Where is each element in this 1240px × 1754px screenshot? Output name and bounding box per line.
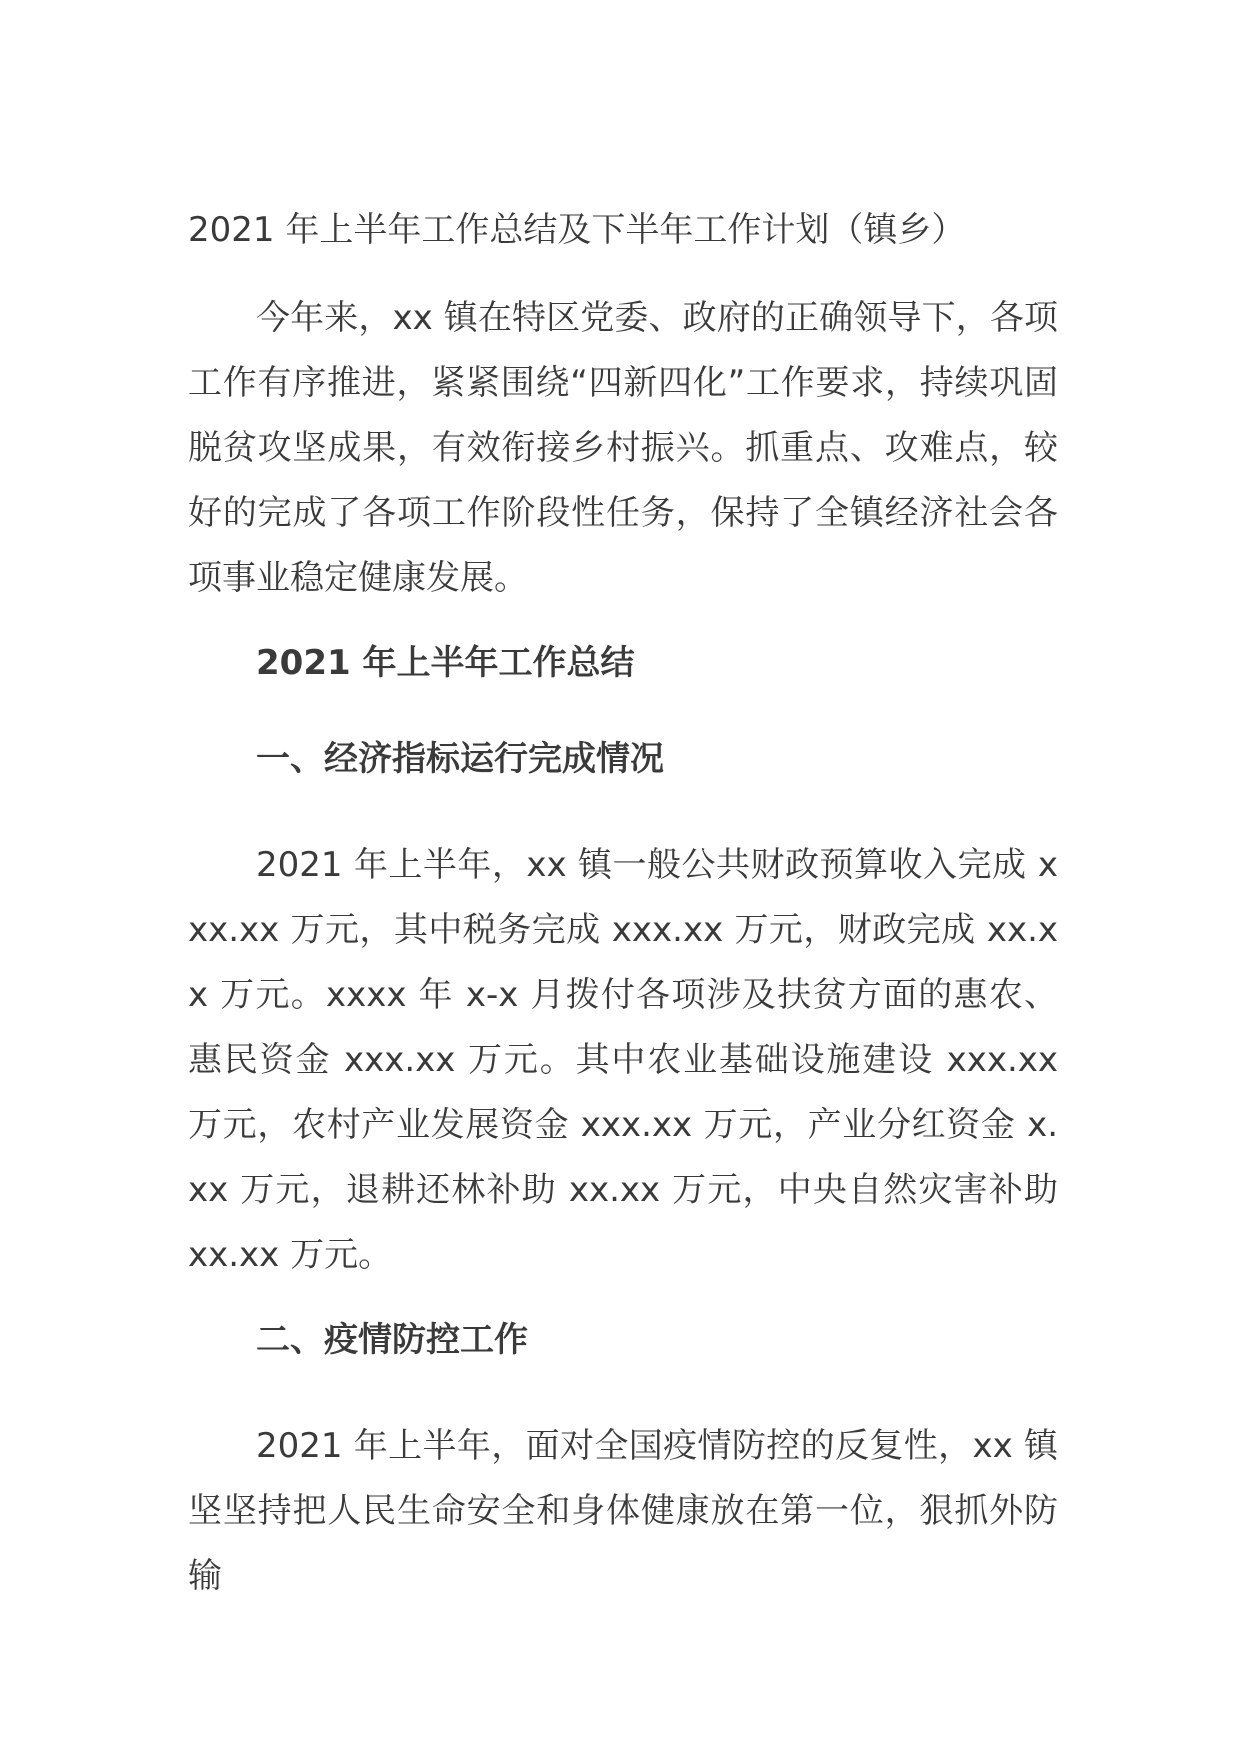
epidemic-paragraph: 2021 年上半年，面对全国疫情防控的反复性，xx 镇坚坚持把人民生命安全和身体健康放在第一位，狠抓外防输 (188, 1426, 1058, 1596)
subsection-heading-epidemic: 二、疫情防控工作 (256, 1320, 528, 1360)
subsection-heading-economy: 一、经济指标运行完成情况 (256, 739, 664, 779)
intro-paragraph: 今年来，xx 镇在特区党委、政府的正确领导下，各项工作有序推进，紧紧围绕“四新四化”工作要求，持续巩固脱贫攻坚成果，有效衔接乡村振兴。抓重点、攻难点，较好的完成了各项工作阶段性任务，保持了全镇经济社会各项事业稳定健康发展。 (188, 298, 1058, 598)
document-title: 2021 年上半年工作总结及下半年工作计划（镇乡） (188, 210, 966, 250)
section-heading: 2021 年上半年工作总结 (256, 643, 635, 683)
economy-paragraph: 2021 年上半年，xx 镇一般公共财政预算收入完成 xxx.xx 万元，其中税务完成 xxx.xx 万元，财政完成 xx.xx 万元。xxxx 年 x-x 月拨付各项涉及扶贫方面的惠农、惠民资金 xxx.xx 万元。其中农业基础设施建设 xxx.xx 万元，农村产业发展资金 xxx.xx 万元，产业分红资金 x.xx 万元，退耕还林补助 xx.xx 万元，中央自然灾害补助 xx.xx 万元。 (188, 845, 1058, 1275)
document-page (188, 208, 1058, 1639)
